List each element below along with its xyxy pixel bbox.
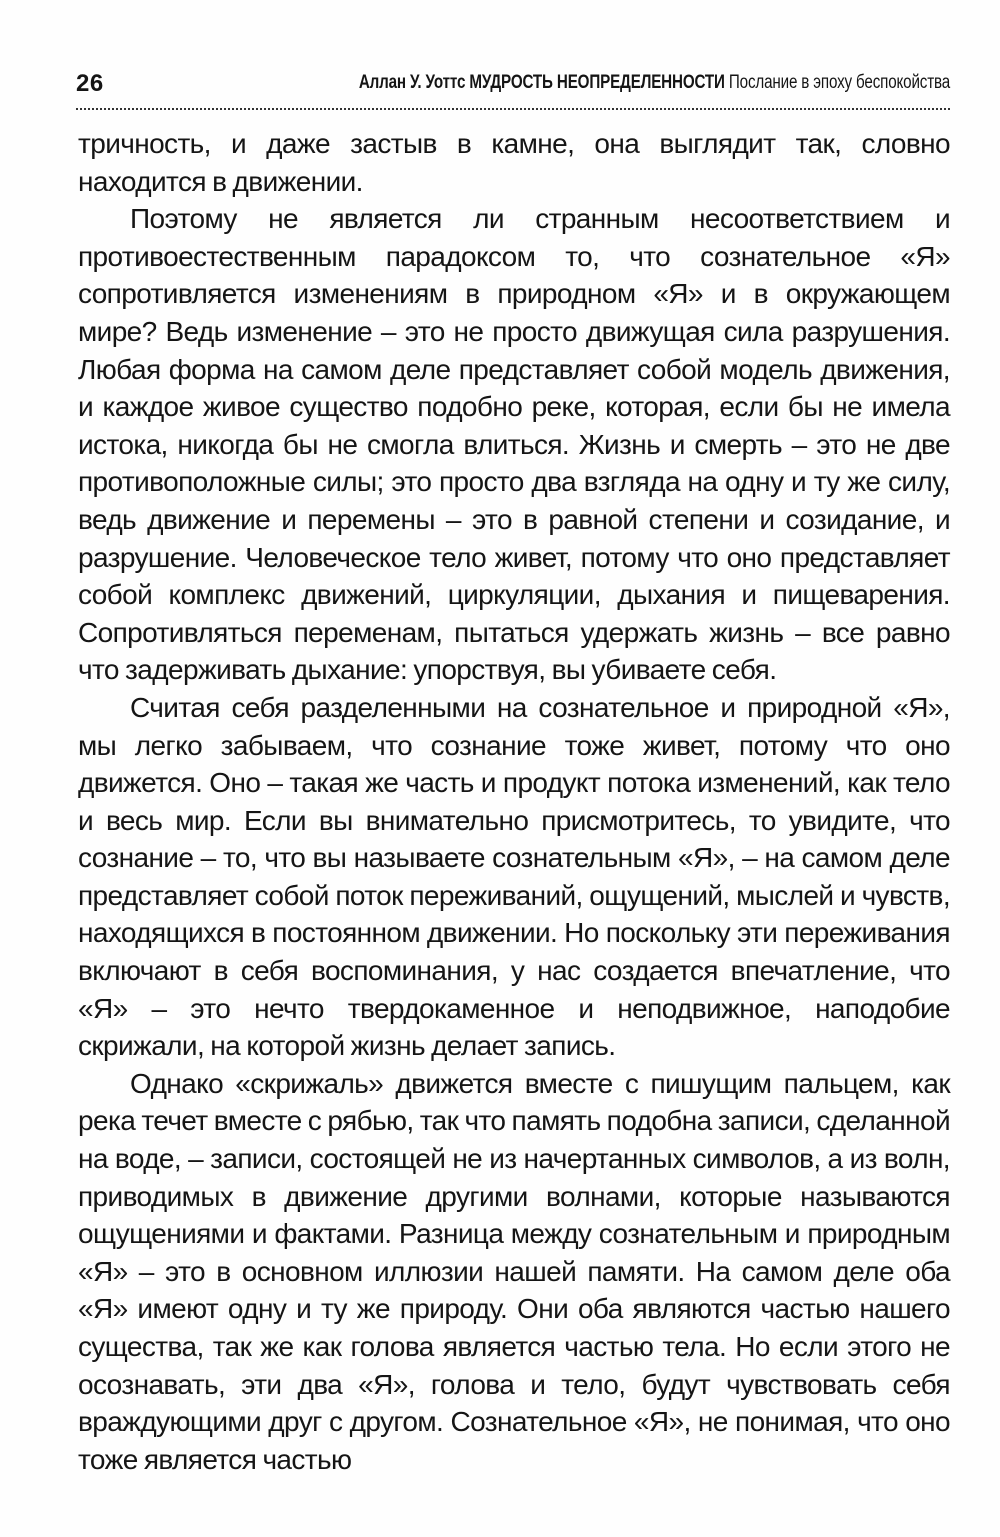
paragraph-continued: тричность, и даже застыв в камне, она выглядит так, словно находится в движении. [78,128,950,197]
page-number: 26 [76,70,104,97]
author-name: Аллан У. Уоттс [358,72,466,93]
running-head-text [359,72,950,94]
book-title: МУДРОСТЬ НЕОПРЕДЕЛЕННОСТИ [469,72,725,93]
running-head [76,66,950,106]
body-text [78,125,950,1478]
paragraph: Считая себя разделенными на сознательное и природной «Я», мы легко забываем, что сознание тоже живет, потому что оно движется. Оно – такая же часть и продукт потока изменений, как тело и весь мир. Если вы внимательно присмотритесь, то увидите, что сознание – то, что вы называете сознательным «Я», – на самом деле представляет собой поток переживаний, ощущений, мыслей и чувств, находящихся в постоянном движении. Но поскольку эти переживания включают в себя воспоминания, у нас создается впечатление, что «Я» – это нечто твердокаменное и неподвижное, наподобие скрижали, на которой жизнь делает запись. [78,691,950,1062]
paragraph: Однако «скрижаль» движется вместе с пишущим пальцем, как река течет вместе с рябью, так что память подобна записи, сделанной на воде, – записи, состоящей не из начертанных символов, а из волн, приводимых в движение другими волнами, которые называются ощущениями и фактами. Разница между сознательным и природным «Я» – это в основном иллюзии нашей памяти. На самом деле оба «Я» имеют одну и ту же природу. Они оба являются частью нашего существа, так же как голова является частью тела. Но если этого не осознавать, эти два «Я», голова и тело, будут чувствовать себя враждующими друг с другом. Сознательное «Я», не понимая, что оно тоже является частью [78,1067,950,1475]
book-subtitle: Послание в эпоху беспокойства [728,72,950,93]
paragraph: Поэтому не является ли странным несоответствием и противоестественным парадоксом то, что сознательное «Я» сопротивляется изменениям в природном «Я» и в окружающем мире? Ведь изменение – это не просто движущая сила разрушения. Любая форма на самом деле представляет собой модель движения, и каждое живое существо подобно реке, которая, если бы не имела истока, никогда бы не смогла влиться. Жизнь и смерть – это не две противоположные силы; это просто два взгляда на одну и ту же силу, ведь движение и перемены – это в равной степени и созидание, и разрушение. Человеческое тело живет, потому что оно представляет собой комплекс движений, циркуляции, дыхания и пищеварения. Сопротивляться переменам, пытаться удержать жизнь – все равно что задерживать дыхание: упорствуя, вы убиваете себя. [78,203,950,686]
header-divider [76,108,950,110]
